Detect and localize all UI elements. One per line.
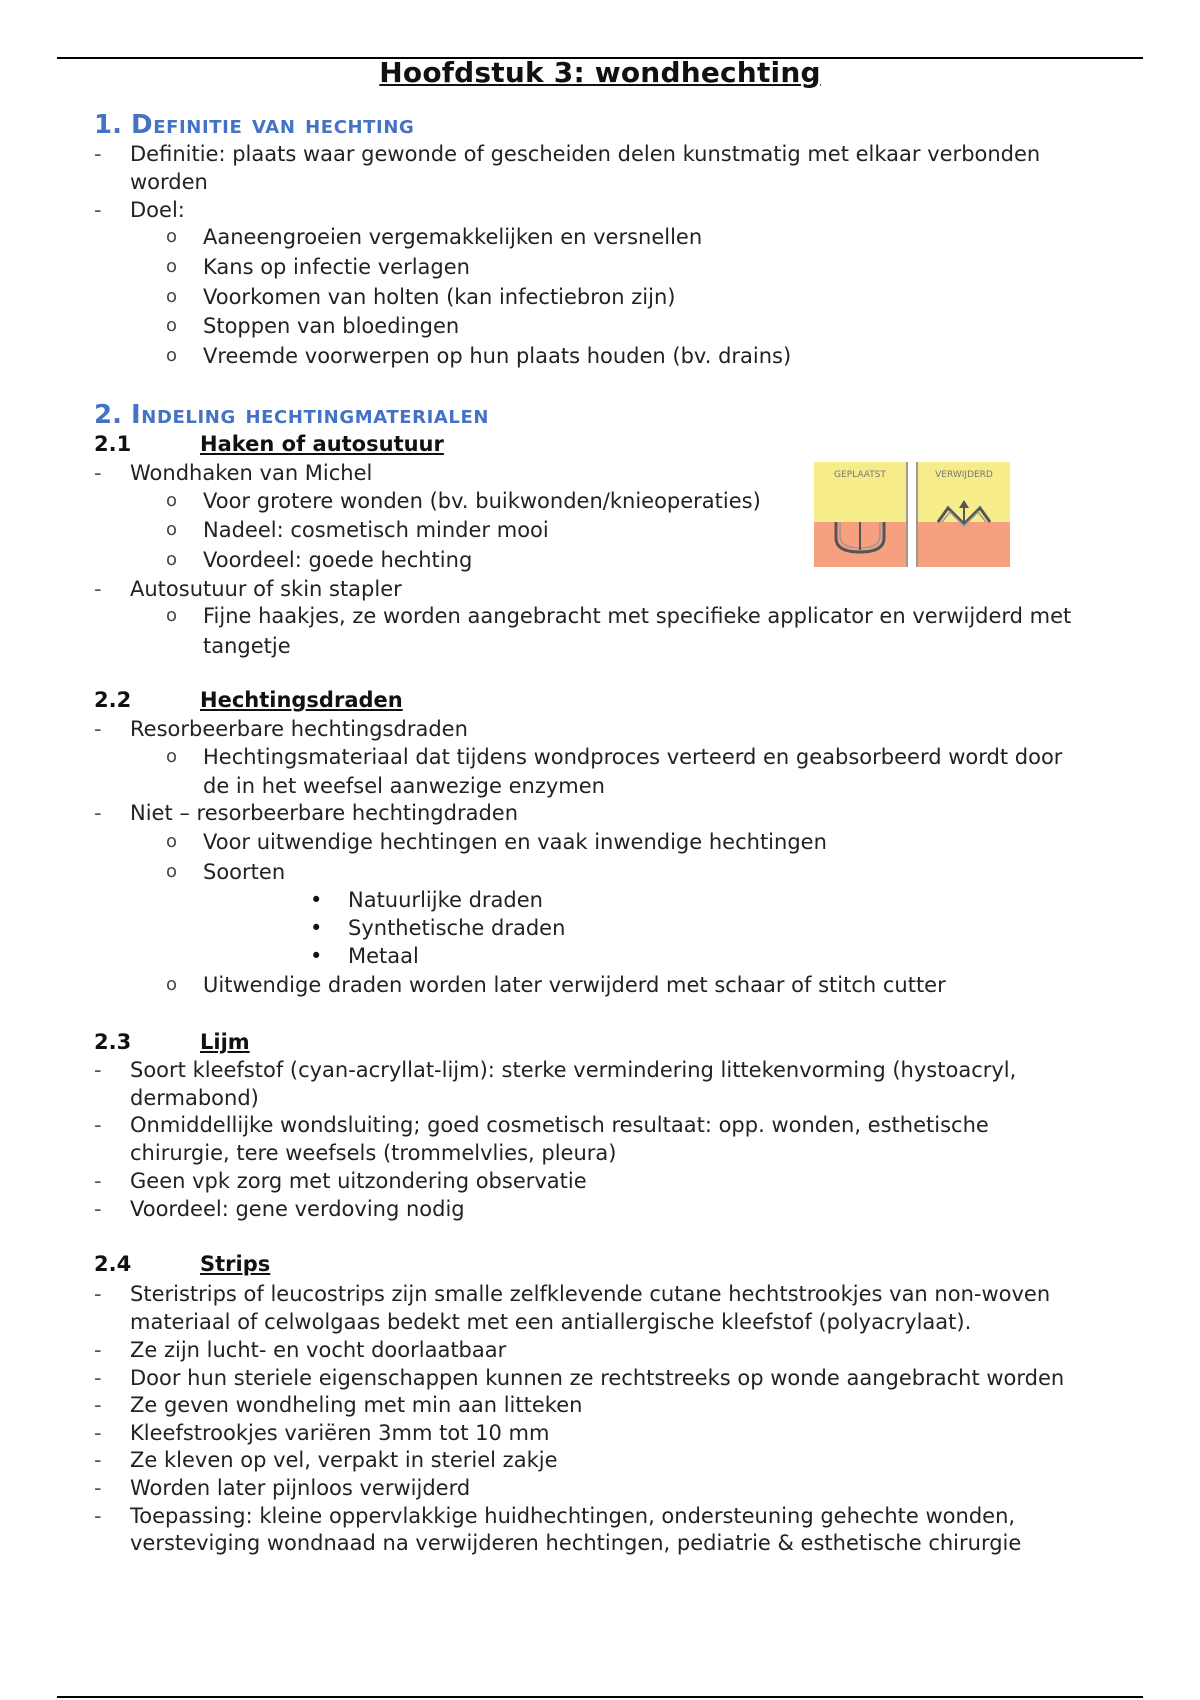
bottom-rule [57, 1696, 1143, 1698]
list-item: Uitwendige draden worden later verwijderd met schaar of stitch cutter [203, 973, 946, 997]
dash-marker: - [94, 461, 102, 485]
list-item: Stoppen van bloedingen [203, 314, 460, 338]
dash-marker: - [94, 717, 102, 741]
list-item: Voorkomen van holten (kan infectiebron zijn) [203, 285, 676, 309]
subsection-number: 2.2 [94, 688, 132, 712]
list-item: Voor uitwendige hechtingen en vaak inwendige hechtingen [203, 830, 827, 854]
list-item-continuation: dermabond) [130, 1086, 259, 1110]
list-item: Ze zijn lucht- en vocht doorlaatbaar [130, 1338, 507, 1362]
list-item: Vreemde voorwerpen op hun plaats houden (bv. drains) [203, 344, 792, 368]
subsection-heading-2-2 [94, 688, 403, 712]
subsection-title: Hechtingsdraden [200, 688, 403, 712]
dash-marker: - [94, 1448, 102, 1472]
bullet-marker: • [310, 944, 323, 968]
label-removed: VERWIJDERD [935, 470, 993, 480]
definition-line: Definitie: plaats waar gewonde of gescheiden delen kunstmatig met elkaar verbonden [130, 142, 1041, 166]
dash-marker: - [94, 142, 102, 166]
list-item: Autosutuur of skin stapler [130, 577, 402, 601]
subsection-title: Lijm [200, 1030, 250, 1054]
dash-marker: - [94, 1476, 102, 1500]
dash-marker: - [94, 1282, 102, 1306]
dash-marker: - [94, 1504, 102, 1528]
circle-marker: o [166, 605, 178, 626]
dash-marker: - [94, 1338, 102, 1362]
list-item: Hechtingsmateriaal dat tijdens wondproces verteerd en geabsorbeerd wordt door [203, 745, 1063, 769]
dash-marker: - [94, 1113, 102, 1137]
circle-marker: o [166, 974, 178, 995]
label-placed: GEPLAATST [834, 470, 886, 480]
list-item: Aaneengroeien vergemakkelijken en versnellen [203, 225, 703, 249]
list-item: Worden later pijnloos verwijderd [130, 1476, 471, 1500]
circle-marker: o [166, 490, 178, 511]
list-item: Toepassing: kleine oppervlakkige huidhechtingen, ondersteuning gehechte wonden, [130, 1504, 1016, 1528]
subsection-number: 2.4 [94, 1252, 132, 1276]
subsection-title: Haken of autosutuur [200, 432, 444, 456]
circle-marker: o [166, 861, 178, 882]
list-item: Door hun steriele eigenschappen kunnen ze rechtstreeks op wonde aangebracht worden [130, 1366, 1065, 1390]
dash-marker: - [94, 1393, 102, 1417]
subsection-number: 2.3 [94, 1030, 132, 1054]
list-item: Nadeel: cosmetisch minder mooi [203, 518, 549, 542]
circle-marker: o [166, 315, 178, 336]
list-item: Geen vpk zorg met uitzondering observatie [130, 1169, 587, 1193]
list-item: Onmiddellijke wondsluiting; goed cosmetisch resultaat: opp. wonden, esthetische [130, 1113, 989, 1137]
dash-marker: - [94, 1197, 102, 1221]
dash-marker: - [94, 198, 102, 222]
illustration-divider-inner [908, 462, 916, 567]
section-1-number: 1. [94, 110, 122, 140]
list-item: Niet – resorbeerbare hechtingdraden [130, 801, 519, 825]
circle-marker: o [166, 831, 178, 852]
list-item-continuation: tangetje [203, 634, 291, 658]
dash-marker: - [94, 1169, 102, 1193]
list-item: Metaal [348, 944, 419, 968]
list-item: Resorbeerbare hechtingsdraden [130, 717, 468, 741]
section-heading-1 [94, 110, 414, 140]
circle-marker: o [166, 345, 178, 366]
list-item-continuation: de in het weefsel aanwezige enzymen [203, 774, 605, 798]
subsection-heading-2-4 [94, 1252, 270, 1276]
circle-marker: o [166, 226, 178, 247]
section-heading-2 [94, 400, 489, 430]
section-2-number: 2. [94, 400, 122, 430]
section-2-title: Indeling hechtingmaterialen [131, 400, 490, 430]
definition-line: worden [130, 170, 208, 194]
list-item: Soorten [203, 860, 286, 884]
list-item-continuation: chirurgie, tere weefsels (trommelvlies, pleura) [130, 1141, 617, 1165]
list-item: Kans op infectie verlagen [203, 255, 470, 279]
list-item: Steristrips of leucostrips zijn smalle zelfklevende cutane hechtstrookjes van non-woven [130, 1282, 1051, 1306]
page-title: Hoofdstuk 3: wondhechting [379, 56, 821, 89]
list-item-continuation: versteviging wondnaad na verwijderen hechtingen, pediatrie & esthetische chirurgie [130, 1531, 1022, 1555]
goal-label: Doel: [130, 198, 185, 222]
list-item: Wondhaken van Michel [130, 461, 373, 485]
list-item: Synthetische draden [348, 916, 566, 940]
dash-marker: - [94, 1421, 102, 1445]
subsection-heading-2-3 [94, 1030, 250, 1054]
dash-marker: - [94, 801, 102, 825]
dash-marker: - [94, 1366, 102, 1390]
circle-marker: o [166, 519, 178, 540]
circle-marker: o [166, 286, 178, 307]
list-item: Natuurlijke draden [348, 888, 543, 912]
staple-illustration-svg [814, 462, 1010, 567]
list-item: Ze geven wondheling met min aan litteken [130, 1393, 583, 1417]
list-item: Fijne haakjes, ze worden aangebracht met specifieke applicator en verwijderd met [203, 604, 1072, 628]
list-item: Voordeel: gene verdoving nodig [130, 1197, 465, 1221]
subsection-number: 2.1 [94, 432, 132, 456]
bullet-marker: • [310, 916, 323, 940]
circle-marker: o [166, 256, 178, 277]
list-item: Voordeel: goede hechting [203, 548, 473, 572]
dash-marker: - [94, 1058, 102, 1082]
list-item: Ze kleven op vel, verpakt in steriel zakje [130, 1448, 558, 1472]
dash-marker: - [94, 577, 102, 601]
bullet-marker: • [310, 888, 323, 912]
section-1-title: Definitie van hechting [131, 110, 415, 140]
list-item: Kleefstrookjes variëren 3mm tot 10 mm [130, 1421, 550, 1445]
list-item: Soort kleefstof (cyan-acryllat-lijm): sterke vermindering littekenvorming (hystoacryl, [130, 1058, 1017, 1082]
staple-illustration [814, 462, 1010, 567]
circle-marker: o [166, 746, 178, 767]
list-item-continuation: materiaal of celwolgaas bedekt met een antiallergische kleefstof (polyacrylaat). [130, 1310, 972, 1334]
subsection-heading-2-1 [94, 432, 444, 456]
list-item: Voor grotere wonden (bv. buikwonden/knieoperaties) [203, 489, 761, 513]
circle-marker: o [166, 549, 178, 570]
subsection-title: Strips [200, 1252, 271, 1276]
